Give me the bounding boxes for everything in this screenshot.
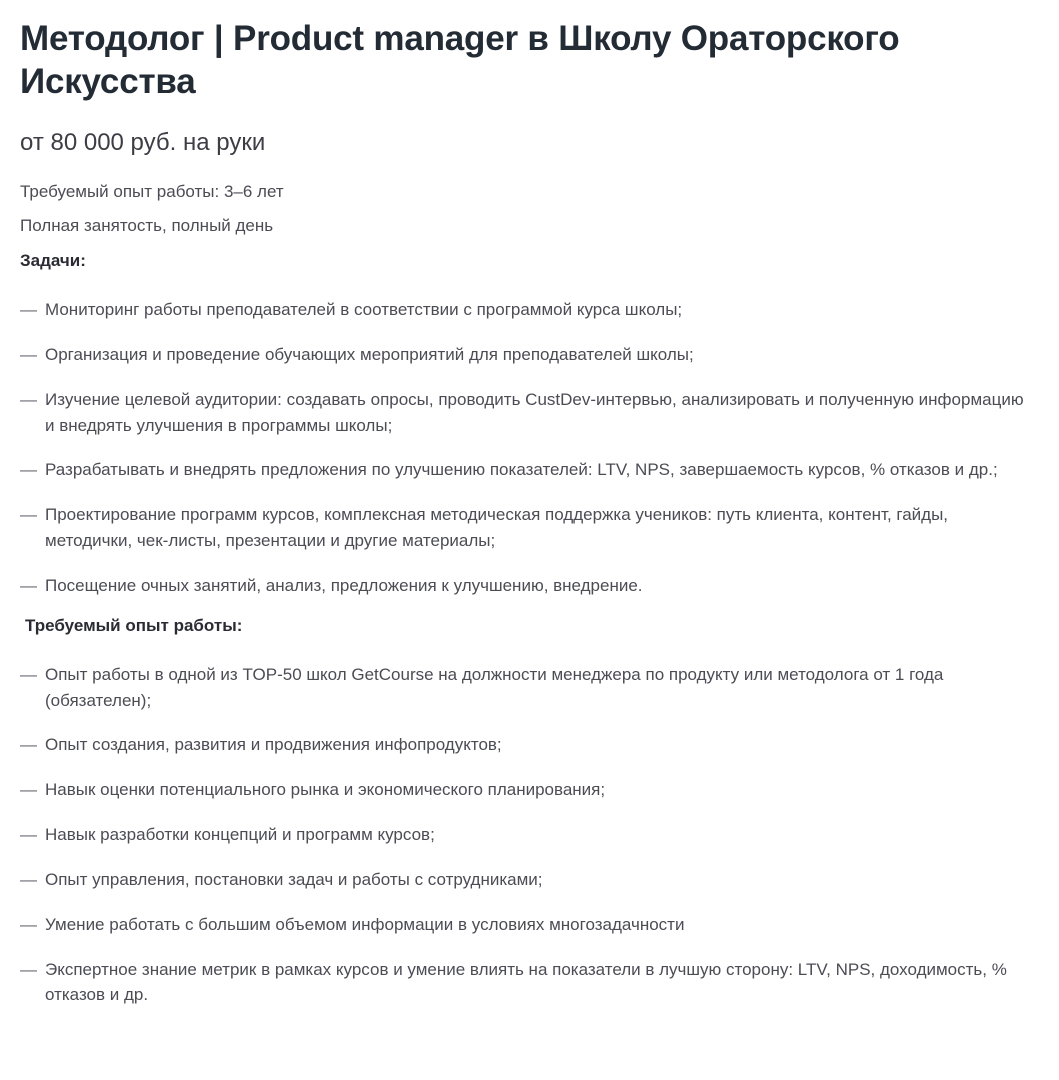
dash-bullet-icon: —	[20, 300, 37, 320]
dash-bullet-icon: —	[20, 575, 37, 595]
list-item	[20, 573, 1035, 599]
section-heading-requirements: Требуемый опыт работы:	[25, 615, 243, 635]
dash-bullet-icon: —	[20, 780, 37, 800]
list-item	[20, 387, 1035, 458]
list-item	[20, 822, 1035, 867]
required-experience-line: Требуемый опыт работы: 3–6 лет	[20, 182, 284, 202]
list-item-text: Навык разработки концепций и программ курсов;	[45, 825, 435, 845]
list-item-text: Опыт создания, развития и продвижения инфопродуктов;	[45, 735, 502, 755]
list-item	[20, 957, 1035, 1009]
dash-bullet-icon: —	[20, 914, 37, 934]
list-item-text: Разрабатывать и внедрять предложения по улучшению показателей: LTV, NPS, завершаемость курсов, % отказов и др.;	[45, 460, 998, 480]
dash-bullet-icon: —	[20, 505, 37, 525]
list-item	[20, 457, 1035, 502]
dash-bullet-icon: —	[20, 664, 37, 684]
list-item-text: Умение работать с большим объемом информации в условиях многозадачности	[45, 914, 685, 934]
list-item	[20, 662, 1035, 733]
dash-bullet-icon: —	[20, 825, 37, 845]
salary-amount: от 80 000 руб. на руки	[20, 129, 266, 157]
employment-type-line: Полная занятость, полный день	[20, 216, 274, 236]
dash-bullet-icon: —	[20, 389, 37, 409]
list-item-text: Опыт работы в одной из TOP-50 школ GetCourse на должности менеджера по продукту или методолога от 1 года (обязателен);	[45, 664, 944, 710]
section-heading-tasks: Задачи:	[20, 251, 86, 271]
list-item-text: Экспертное знание метрик в рамках курсов и умение влиять на показатели в лучшую сторону: LTV, NPS, доходимость, % отказов и др.	[45, 959, 1007, 1005]
dash-bullet-icon: —	[20, 735, 37, 755]
tasks-list	[20, 271, 1039, 599]
dash-bullet-icon: —	[20, 460, 37, 480]
list-item	[20, 732, 1035, 777]
list-item	[20, 912, 1035, 957]
dash-bullet-icon: —	[20, 345, 37, 364]
vacancy-meta	[20, 158, 1039, 234]
list-item	[20, 777, 1035, 822]
list-item-text: Изучение целевой аудитории: создавать опросы, проводить CustDev-интервью, анализировать и полученную информацию и внедрять улучшения в программы школы;	[45, 389, 1024, 435]
list-item-text: Навык оценки потенциального рынка и экономического планирования;	[45, 780, 606, 800]
list-item	[20, 867, 1035, 912]
list-item-text: Мониторинг работы преподавателей в соответствии с программой курса школы;	[45, 300, 683, 320]
list-item-text: Опыт управления, постановки задач и работы с сотрудниками;	[45, 869, 543, 889]
list-item-text: Организация и проведение обучающих мероприятий для преподавателей школы;	[45, 345, 694, 364]
dash-bullet-icon: —	[20, 869, 37, 889]
requirements-list	[20, 636, 1039, 1008]
list-item-text: Посещение очных занятий, анализ, предложения к улучшению, внедрение.	[45, 575, 643, 595]
list-item	[20, 342, 1035, 387]
list-item	[20, 502, 1035, 573]
page-title: Методолог | Product manager в Школу Ораторского Искусства	[20, 19, 900, 101]
list-item	[20, 297, 1035, 342]
list-item-text: Проектирование программ курсов, комплексная методическая поддержка учеников: путь клиента, контент, гайды, методички, чек-листы, презентации и другие материалы;	[45, 505, 949, 551]
dash-bullet-icon: —	[20, 959, 37, 979]
